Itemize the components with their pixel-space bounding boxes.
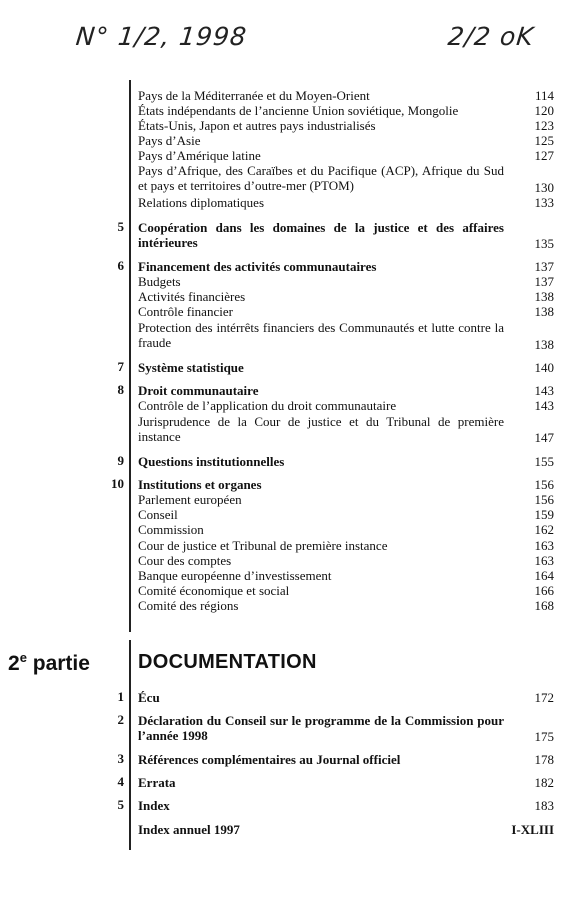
toc-page-number: 178 [534, 752, 554, 767]
toc-page-number: 168 [534, 598, 554, 613]
toc-number: 7 [117, 359, 124, 374]
toc-page-number: 163 [534, 553, 554, 568]
toc-page-number: 120 [534, 103, 554, 118]
toc-number: 10 [111, 476, 124, 491]
toc-entry: Pays d’Asie [138, 133, 201, 148]
toc-entry: Pays d’Amérique latine [138, 148, 261, 163]
toc-page-number: 138 [534, 289, 554, 304]
part-label: 2e partie [8, 650, 90, 675]
toc-number: 9 [117, 453, 124, 468]
toc-page-number: 135 [534, 236, 554, 251]
toc-entry: Système statistique [138, 360, 244, 375]
toc-page-number: 162 [534, 522, 554, 537]
toc-number: 2 [117, 712, 124, 727]
toc-page-number: 143 [534, 398, 554, 413]
toc-page-number: 175 [534, 729, 554, 744]
toc-entry: Banque européenne d’investissement [138, 568, 332, 583]
toc-number: 6 [117, 258, 124, 273]
toc-page-number: 183 [534, 798, 554, 813]
toc-number: 5 [117, 797, 124, 812]
toc-page-number: 156 [534, 477, 554, 492]
toc-entry: États indépendants de l’ancienne Union soviétique, Mongolie [138, 103, 459, 118]
toc-entry: Errata [138, 775, 176, 790]
toc-page-number: 155 [534, 454, 554, 469]
toc-entry: Coopération dans les domaines de la justice et des affaires intérieures [138, 220, 504, 250]
toc-page-number: 137 [534, 259, 554, 274]
toc-entry: Comité économique et social [138, 583, 290, 598]
toc-entry: Références complémentaires au Journal officiel [138, 752, 401, 767]
toc-entry: Conseil [138, 507, 178, 522]
toc-page-number: 114 [534, 88, 554, 103]
toc-entry: Écu [138, 690, 160, 705]
toc-number: 5 [117, 219, 124, 234]
handwritten-ok-note: 2/2 oK [446, 22, 536, 51]
toc-page-number: 164 [534, 568, 554, 583]
toc-page-number: I-XLIII [511, 822, 554, 837]
toc-entry: Budgets [138, 274, 181, 289]
toc-entry: Cour de justice et Tribunal de première instance [138, 538, 388, 553]
toc-page-number: 130 [534, 180, 554, 195]
toc-page-number: 159 [534, 507, 554, 522]
section-heading: DOCUMENTATION [138, 651, 317, 673]
handwritten-issue-note: N° 1/2, 1998 [74, 22, 249, 51]
toc-page-number: 166 [534, 583, 554, 598]
toc-entry: Pays d’Afrique, des Caraïbes et du Pacifique (ACP), Afrique du Sud et pays et territoires d’outre-mer (PTOM) [138, 163, 504, 193]
toc-entry: Droit communautaire [138, 383, 259, 398]
toc-entry: Jurisprudence de la Cour de justice et du Tribunal de première instance [138, 414, 504, 444]
vertical-rule-top [129, 80, 131, 632]
toc-page-number: 127 [534, 148, 554, 163]
toc-entry: Commission [138, 522, 204, 537]
toc-entry: Déclaration du Conseil sur le programme de la Commission pour l’année 1998 [138, 713, 504, 743]
toc-page-number: 138 [534, 304, 554, 319]
toc-number: 8 [117, 382, 124, 397]
toc-page-number: 147 [534, 430, 554, 445]
toc-page-number: 140 [534, 360, 554, 375]
toc-entry: Relations diplomatiques [138, 195, 265, 210]
toc-page-number: 156 [534, 492, 554, 507]
vertical-rule-bottom [129, 640, 131, 850]
toc-page-number: 137 [534, 274, 554, 289]
toc-page-number: 172 [534, 690, 554, 705]
toc-number: 1 [117, 689, 124, 704]
toc-page-number: 123 [534, 118, 554, 133]
toc-entry: Cour des comptes [138, 553, 232, 568]
toc-page-number: 125 [534, 133, 554, 148]
toc-entry: Parlement européen [138, 492, 242, 507]
toc-page-number: 138 [534, 337, 554, 352]
toc-entry: Contrôle financier [138, 304, 233, 319]
toc-number: 4 [117, 774, 124, 789]
toc-entry: Activités financières [138, 289, 246, 304]
toc-entry: Comité des régions [138, 598, 239, 613]
toc-entry: Pays de la Méditerranée et du Moyen-Orient [138, 88, 370, 103]
toc-page-number: 143 [534, 383, 554, 398]
toc-entry: Index [138, 798, 170, 813]
toc-entry: Protection des intérrêts financiers des Communautés et lutte contre la fraude [138, 320, 504, 350]
toc-page-number: 182 [534, 775, 554, 790]
toc-entry: Institutions et organes [138, 477, 262, 492]
toc-page-number: 163 [534, 538, 554, 553]
toc-entry: Contrôle de l’application du droit communautaire [138, 398, 397, 413]
toc-entry: États-Unis, Japon et autres pays industrialisés [138, 118, 376, 133]
toc-number: 3 [117, 751, 124, 766]
toc-page-number: 133 [534, 195, 554, 210]
toc-entry: Financement des activités communautaires [138, 259, 377, 274]
toc-entry: Index annuel 1997 [138, 822, 240, 837]
toc-entry: Questions institutionnelles [138, 454, 285, 469]
